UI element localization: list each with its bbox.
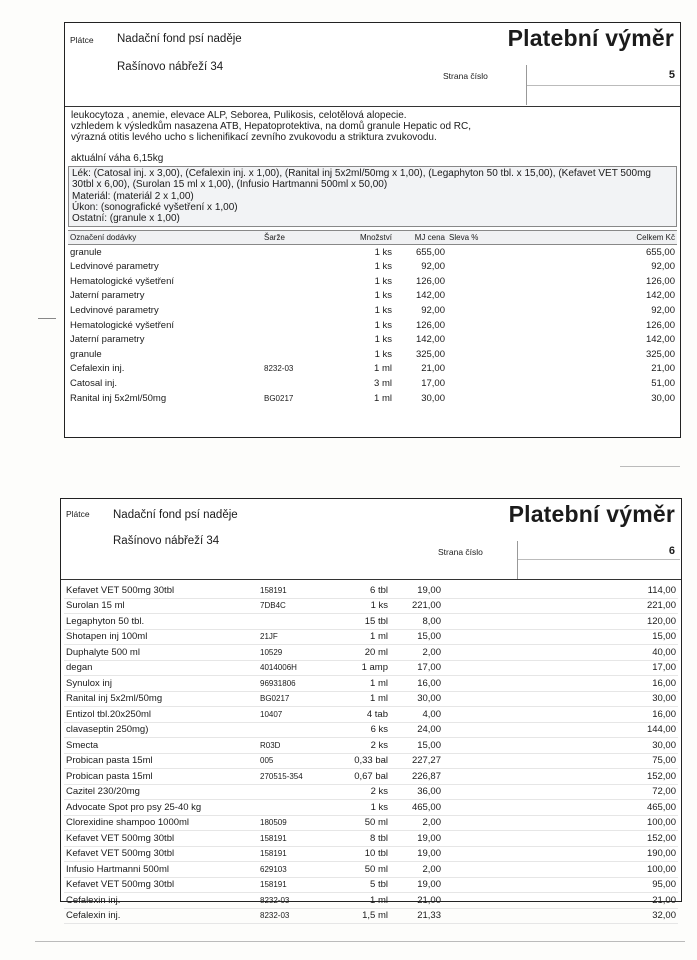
margin-mark [38,318,56,319]
item-discount [443,753,507,769]
page-header [61,499,681,580]
payer-name: Nadační fond psí naděje [113,509,238,521]
note-line: výrazná otitis levého ucho s lichenifikací zevního zvukovodu a striktura zvukovodu. [71,132,437,144]
item-discount [447,318,511,333]
item-name: Hematologické vyšetření [70,319,175,331]
table-row [68,347,677,362]
item-name: Surolan 15 ml [66,600,125,612]
item-batch [262,347,334,362]
item-discount [443,583,507,598]
payer-address: Rašínovo nábřeží 34 [113,535,220,547]
col-header-batch: Šarže [262,230,334,244]
table-row [64,769,678,785]
item-batch: 8232-03 [264,364,294,374]
item-total: 15,00 [652,631,676,643]
table-header-row [68,230,677,244]
page-number-box [526,65,680,105]
item-unit-price: 21,33 [417,910,441,922]
summary-line: Úkon: (sonografické vyšetření x 1,00) [72,202,238,214]
item-unit-price: 19,00 [417,832,441,844]
item-discount [447,289,511,304]
item-discount [443,877,507,893]
item-unit-price: 4,00 [422,708,441,720]
item-total: 100,00 [646,817,676,829]
item-quantity: 10 tbl [364,848,388,860]
item-quantity: 1 ml [370,894,388,906]
item-name: granule [70,246,102,258]
item-name: Jaterní parametry [70,290,145,302]
item-discount [443,800,507,816]
treatment-summary [68,166,677,227]
item-unit-price: 142,00 [415,290,445,302]
item-batch: BG0217 [264,393,294,403]
item-unit-price: 17,00 [417,662,441,674]
item-unit-price: 24,00 [417,724,441,736]
page-number: 5 [668,69,675,81]
item-name: Hematologické vyšetření [70,275,175,287]
item-unit-price: 19,00 [417,584,441,596]
item-unit-price: 92,00 [421,305,445,317]
col-header-qty: Množství [334,230,394,244]
table-body [64,583,678,924]
table-row [68,244,677,259]
item-total: 30,00 [651,392,675,404]
item-name: Cefalexin inj. [70,363,125,375]
item-unit-price: 221,00 [411,600,441,612]
item-name: Shotapen inj 100ml [66,631,148,643]
item-batch [262,376,334,391]
item-batch [262,259,334,274]
item-discount [447,259,511,274]
item-batch: 4014006H [260,663,297,673]
table-row [64,893,678,909]
item-batch [262,274,334,289]
table-row [64,846,678,862]
item-total: 16,00 [652,708,676,720]
table-row [68,274,677,289]
item-quantity: 2 ks [370,739,388,751]
item-discount [447,362,511,377]
item-batch [262,289,334,304]
clinical-notes [65,107,680,164]
item-total: 30,00 [652,693,676,705]
item-total: 92,00 [651,261,675,273]
table-row [64,614,678,630]
divider [518,559,680,560]
item-discount [443,660,507,676]
item-discount [443,831,507,847]
item-batch: 21JF [260,632,278,642]
item-name: Probican pasta 15ml [66,755,153,767]
payer-label: Plátce [66,509,90,519]
table-row [68,332,677,347]
item-batch: 005 [260,756,274,766]
item-name: granule [70,348,102,360]
item-discount [447,332,511,347]
item-batch [258,722,330,738]
item-batch [258,800,330,816]
item-name: degan [66,662,93,674]
item-name: Cefalexin inj. [66,910,121,922]
item-quantity: 6 ks [370,724,388,736]
item-unit-price: 126,00 [415,275,445,287]
item-name: Synulox inj [66,677,112,689]
table-row [64,862,678,878]
item-total: 465,00 [646,801,676,813]
item-discount [447,244,511,259]
item-name: Kefavet VET 500mg 30tbl [66,584,175,596]
item-total: 190,00 [646,848,676,860]
item-total: 142,00 [645,334,675,346]
item-unit-price: 30,00 [421,392,445,404]
item-total: 100,00 [646,863,676,875]
item-quantity: 1 ks [374,305,392,317]
item-name: Infusio Hartmanni 500ml [66,863,169,875]
item-unit-price: 2,00 [422,817,441,829]
items-table [64,583,678,924]
item-quantity: 1 ks [374,348,392,360]
item-quantity: 0,33 bal [354,755,388,767]
item-discount [443,738,507,754]
margin-mark [620,466,680,467]
item-batch: 96931806 [260,678,296,688]
item-name: Jaterní parametry [70,334,145,346]
item-quantity: 50 ml [364,863,388,875]
item-name: Catosal inj. [70,377,117,389]
invoice-page-5 [64,22,681,438]
item-batch: 180509 [260,818,287,828]
item-discount [443,598,507,614]
item-quantity: 1 ks [374,334,392,346]
item-total: 114,00 [647,584,676,596]
item-quantity: 50 ml [364,817,388,829]
item-quantity: 1 ks [374,261,392,273]
payer-label: Plátce [70,35,94,45]
item-total: 17,00 [652,662,676,674]
table-row [64,676,678,692]
item-unit-price: 21,00 [417,894,441,906]
current-weight: aktuální váha 6,15kg [71,152,164,164]
item-quantity: 5 tbl [370,879,388,891]
item-unit-price: 8,00 [422,615,441,627]
page-number: 6 [668,545,675,557]
document-title: Platební výměr [508,501,675,527]
item-quantity: 1,5 ml [362,910,388,922]
item-unit-price: 19,00 [417,848,441,860]
item-name: Cefalexin inj. [66,894,121,906]
item-name: clavaseptin 250mg) [66,724,149,736]
item-discount [443,862,507,878]
table-row [64,908,678,924]
item-name: Kefavet VET 500mg 30tbl [66,848,175,860]
item-quantity: 15 tbl [364,615,388,627]
note-line: vzhledem k výsledkům nasazena ATB, Hepatoprotektiva, na domů granule Hepatic od RC, [71,121,472,133]
item-total: 325,00 [645,348,675,360]
item-discount [447,274,511,289]
item-name: Duphalyte 500 ml [66,646,140,658]
item-unit-price: 126,00 [415,319,445,331]
item-name: Ledvinové parametry [70,261,159,273]
item-quantity: 1 ks [370,600,388,612]
item-batch [262,303,334,318]
item-batch [258,614,330,630]
table-row [64,800,678,816]
table-row [64,815,678,831]
note-line: leukocytoza , anemie, elevace ALP, Seborea, Pulikosis, celotělová alopecie. [71,110,407,121]
page-number-box [517,541,680,579]
item-discount [443,707,507,723]
page-number-label: Strana číslo [443,71,488,81]
item-total: 152,00 [646,770,676,782]
item-quantity: 1 ks [374,319,392,331]
item-discount [443,645,507,661]
item-unit-price: 36,00 [417,786,441,798]
summary-line: Ostatní: (granule x 1,00) [72,213,180,225]
item-name: Clorexidine shampoo 1000ml [66,817,190,829]
item-batch [258,784,330,800]
item-batch [262,318,334,333]
item-total: 30,00 [652,739,676,751]
table-body [68,244,677,405]
table-row [64,645,678,661]
item-name: Cazitel 230/20mg [66,786,140,798]
item-discount [443,893,507,909]
item-name: Smecta [66,739,99,751]
item-total: 72,00 [652,786,676,798]
item-name: Ranital inj 5x2ml/50mg [66,693,163,705]
item-discount [443,722,507,738]
item-total: 92,00 [651,305,675,317]
summary-line: Lék: (Catosal inj. x 3,00), (Cefalexin inj. x 1,00), (Ranital inj 5x2ml/50mg x 1,00), (Legaphyton 50 tbl. x 15,00), (Kefavet VET 500mg 30tbl x 6,00), (Surolan 15 ml x 1,00), (Infusio Hartmanni 500ml x 50,00) [72,167,651,191]
item-quantity: 1 ml [374,392,392,404]
item-quantity: 4 tab [366,708,388,720]
item-discount [443,629,507,645]
table-row [68,303,677,318]
table-row [64,722,678,738]
col-header-name: Označení dodávky [68,230,262,244]
item-batch: 158191 [260,833,287,843]
item-batch: 8232-03 [260,911,290,921]
table-row [64,831,678,847]
item-batch: BG0217 [260,694,290,704]
item-quantity: 1 ml [370,631,388,643]
item-batch: 158191 [260,585,287,595]
item-batch: 158191 [260,880,287,890]
item-quantity: 8 tbl [370,832,388,844]
item-quantity: 3 ml [374,377,392,389]
item-batch: 10529 [260,647,283,657]
item-batch: 8232-03 [260,895,290,905]
item-total: 126,00 [645,319,675,331]
item-name: Legaphyton 50 tbl. [66,615,145,627]
item-unit-price: 17,00 [421,377,445,389]
page-header [65,23,680,107]
item-unit-price: 2,00 [422,863,441,875]
item-total: 21,00 [651,363,675,375]
item-name: Probican pasta 15ml [66,770,153,782]
item-unit-price: 2,00 [422,646,441,658]
items-table [68,230,677,406]
item-unit-price: 226,87 [411,770,441,782]
item-batch: 270515-354 [260,771,303,781]
item-discount [443,784,507,800]
item-unit-price: 325,00 [415,348,445,360]
item-total: 142,00 [645,290,675,302]
scan-edge-line [35,941,685,942]
table-row [68,289,677,304]
item-batch: R03D [260,740,281,750]
divider [527,85,680,86]
item-quantity: 1 ks [374,246,392,258]
item-total: 16,00 [652,677,676,689]
item-total: 120,00 [646,615,676,627]
item-quantity: 0,67 bal [354,770,388,782]
item-quantity: 1 ks [370,801,388,813]
item-discount [443,676,507,692]
item-batch: 629103 [260,864,287,874]
item-quantity: 1 ml [370,693,388,705]
item-total: 21,00 [652,894,676,906]
payer-name: Nadační fond psí naděje [117,33,242,45]
item-discount [443,908,507,924]
item-total: 126,00 [645,275,675,287]
item-total: 51,00 [651,377,675,389]
table-row [68,376,677,391]
table-row [64,660,678,676]
table-row [64,784,678,800]
item-quantity: 1 ml [370,677,388,689]
item-unit-price: 92,00 [421,261,445,273]
item-quantity: 6 tbl [370,584,388,596]
item-unit-price: 655,00 [415,246,445,258]
item-name: Kefavet VET 500mg 30tbl [66,879,175,891]
page-number-label: Strana číslo [438,547,483,557]
table-row [64,753,678,769]
item-batch: 7DB4C [260,601,286,611]
item-batch [262,244,334,259]
item-total: 32,00 [652,910,676,922]
item-total: 221,00 [646,600,676,612]
table-row [64,583,678,598]
table-row [68,391,677,406]
item-name: Entizol tbl.20x250ml [66,708,152,720]
table-row [64,738,678,754]
document-title: Platební výměr [507,25,674,51]
item-discount [447,303,511,318]
item-quantity: 20 ml [364,646,388,658]
item-discount [447,376,511,391]
table-row [64,629,678,645]
item-discount [447,347,511,362]
item-unit-price: 142,00 [415,334,445,346]
table-row [64,598,678,614]
item-name: Kefavet VET 500mg 30tbl [66,832,175,844]
item-quantity: 1 amp [361,662,388,674]
item-quantity: 2 ks [370,786,388,798]
payer-address: Rašínovo nábřeží 34 [117,61,224,73]
table-row [64,691,678,707]
table-row [68,318,677,333]
item-discount [443,614,507,630]
invoice-page-6 [60,498,682,922]
item-unit-price: 21,00 [421,363,445,375]
item-total: 95,00 [652,879,676,891]
item-total: 144,00 [646,724,676,736]
item-name: Ranital inj 5x2ml/50mg [70,392,167,404]
table-row [64,877,678,893]
item-discount [447,391,511,406]
item-batch: 10407 [260,709,283,719]
table-row [64,707,678,723]
item-discount [443,691,507,707]
summary-line: Materiál: (materiál 2 x 1,00) [72,190,194,202]
item-quantity: 1 ml [374,363,392,375]
item-name: Advocate Spot pro psy 25-40 kg [66,801,202,813]
item-quantity: 1 ks [374,275,392,287]
item-total: 40,00 [652,646,676,658]
col-header-discount: Sleva % [447,230,511,244]
item-batch: 158191 [260,849,287,859]
item-discount [443,769,507,785]
item-unit-price: 19,00 [417,879,441,891]
item-unit-price: 227,27 [411,755,441,767]
item-total: 75,00 [652,755,676,767]
col-header-price: MJ cena [394,230,447,244]
item-total: 655,00 [645,246,675,258]
item-unit-price: 15,00 [417,739,441,751]
item-discount [443,846,507,862]
item-unit-price: 16,00 [417,677,441,689]
item-quantity: 1 ks [374,290,392,302]
item-total: 152,00 [646,832,676,844]
item-unit-price: 30,00 [417,693,441,705]
item-batch [262,332,334,347]
table-row [68,362,677,377]
item-unit-price: 15,00 [417,631,441,643]
item-name: Ledvinové parametry [70,305,159,317]
item-discount [443,815,507,831]
item-unit-price: 465,00 [411,801,441,813]
table-row [68,259,677,274]
col-header-total: Celkem Kč [511,230,677,244]
